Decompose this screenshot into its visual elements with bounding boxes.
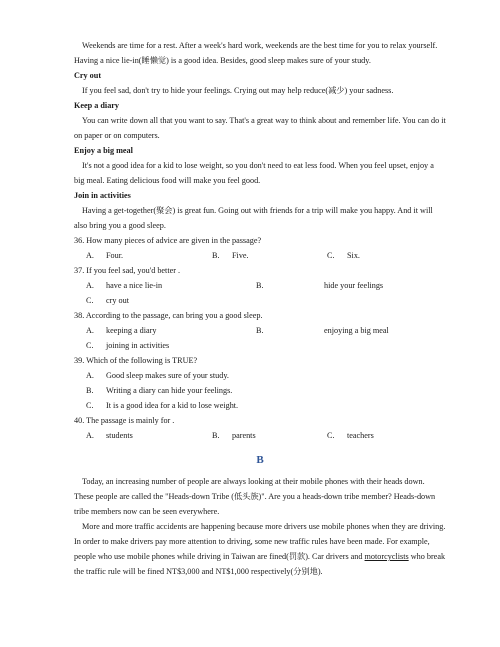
section-text-keep-diary: You can write down all that you want to say. That's a great way to think about and remember life. You can do it on paper or on computers. bbox=[74, 116, 446, 140]
passage-b-paragraph-1: Today, an increasing number of people are always looking at their mobile phones with their heads down. These people are called the "Heads-down Tribe (低头族)". Are you a heads-down tribe member? Heads-down tribe members now can be seen everywhere. bbox=[74, 477, 436, 516]
question-38-stem: 38. According to the passage, can bring you a good sleep. bbox=[74, 311, 263, 320]
question-40-option-b[interactable] bbox=[200, 428, 315, 443]
passage-b-paragraph-2 bbox=[74, 519, 446, 579]
passage-b-label: B bbox=[256, 454, 264, 466]
option-letter: B. bbox=[256, 281, 264, 290]
question-37-option-c[interactable] bbox=[74, 293, 129, 308]
option-text: keeping a diary bbox=[106, 326, 157, 335]
question-39-option-b[interactable] bbox=[74, 383, 446, 398]
option-letter: C. bbox=[327, 431, 335, 440]
option-text: hide your feelings bbox=[324, 281, 384, 290]
option-letter: B. bbox=[212, 431, 220, 440]
option-text: Five. bbox=[232, 251, 249, 260]
option-text: Four. bbox=[106, 251, 124, 260]
question-36-options bbox=[74, 248, 446, 263]
question-37-options bbox=[74, 278, 446, 293]
question-36-stem: 36. How many pieces of advice are given in the passage? bbox=[74, 236, 262, 245]
document-content bbox=[74, 38, 446, 579]
section-heading-keep-diary: Keep a diary bbox=[74, 101, 120, 110]
option-letter: A. bbox=[86, 431, 94, 440]
passage-b-underlined-word: motorcyclists bbox=[364, 552, 409, 561]
option-text: students bbox=[106, 431, 133, 440]
option-letter: A. bbox=[86, 326, 94, 335]
option-letter: B. bbox=[212, 251, 220, 260]
option-text: enjoying a big meal bbox=[324, 326, 389, 335]
option-letter: B. bbox=[256, 326, 264, 335]
question-40-option-a[interactable] bbox=[74, 428, 200, 443]
question-37-option-b[interactable] bbox=[244, 278, 383, 293]
question-40-option-c[interactable] bbox=[315, 428, 374, 443]
question-36-option-c[interactable] bbox=[315, 248, 360, 263]
option-text: cry out bbox=[106, 296, 129, 305]
section-text-activities: Having a get-together(聚会) is great fun. Going out with friends for a trip will make you happy. And it will also bring you a good sleep. bbox=[74, 206, 433, 230]
option-letter: A. bbox=[86, 371, 94, 380]
option-letter: A. bbox=[86, 251, 94, 260]
question-38-option-c[interactable] bbox=[74, 338, 169, 353]
option-letter: C. bbox=[327, 251, 335, 260]
section-text-cry-out: If you feel sad, don't try to hide your feelings. Crying out may help reduce(减少) your sadness. bbox=[82, 86, 394, 95]
section-heading-cry-out: Cry out bbox=[74, 71, 102, 80]
question-36-option-b[interactable] bbox=[200, 248, 315, 263]
passage-b-p2-main: More and more traffic accidents are happening because more drivers use mobile phones when they are driving. In order to make drivers pay more attention to driving, some new traffic rules have been made. For example, people who use mobile phones while driving in Taiwan are fined(罚款). Car drivers and bbox=[74, 522, 446, 561]
section-text-big-meal: It's not a good idea for a kid to lose weight, so you don't need to eat less food. When you feel upset, enjoy a big meal. Eating delicious food will make you feel good. bbox=[74, 161, 434, 185]
question-39-option-c[interactable] bbox=[74, 398, 446, 413]
option-text: have a nice lie-in bbox=[106, 281, 163, 290]
option-text: It is a good idea for a kid to lose weight. bbox=[106, 401, 239, 410]
option-text: parents bbox=[232, 431, 256, 440]
question-39-stem: 39. Which of the following is TRUE? bbox=[74, 356, 198, 365]
option-text: teachers bbox=[347, 431, 374, 440]
section-heading-big-meal: Enjoy a big meal bbox=[74, 146, 133, 155]
question-38-option-b[interactable] bbox=[244, 323, 389, 338]
question-40-options bbox=[74, 428, 446, 443]
option-text: Good sleep makes sure of your study. bbox=[106, 371, 229, 380]
question-38-options bbox=[74, 323, 446, 338]
question-37-options-row2 bbox=[74, 293, 446, 308]
option-text: Writing a diary can hide your feelings. bbox=[106, 386, 233, 395]
question-38-option-a[interactable] bbox=[74, 323, 244, 338]
question-37-stem: 37. If you feel sad, you'd better . bbox=[74, 266, 181, 275]
option-letter: C. bbox=[86, 401, 94, 410]
question-40-stem: 40. The passage is mainly for . bbox=[74, 416, 175, 425]
question-36-option-a[interactable] bbox=[74, 248, 200, 263]
section-heading-activities: Join in activities bbox=[74, 191, 131, 200]
option-letter: A. bbox=[86, 281, 94, 290]
option-letter: B. bbox=[86, 386, 94, 395]
option-text: joining in activities bbox=[106, 341, 170, 350]
question-38-options-row2 bbox=[74, 338, 446, 353]
option-letter: C. bbox=[86, 296, 94, 305]
question-37-option-a[interactable] bbox=[74, 278, 244, 293]
passage-b-p2-end: who break the traffic rule will be fined NT$3,000 and NT$1,000 respectively(分别地). bbox=[74, 552, 446, 576]
option-letter: C. bbox=[86, 341, 94, 350]
option-text: Six. bbox=[347, 251, 360, 260]
passage-a-intro: Weekends are time for a rest. After a week's hard work, weekends are the best time for you to relax yourself. Having a nice lie-in(睡懒觉) is a good idea. Besides, good sleep makes sure of your study. bbox=[74, 41, 438, 65]
question-39-option-a[interactable] bbox=[74, 368, 446, 383]
